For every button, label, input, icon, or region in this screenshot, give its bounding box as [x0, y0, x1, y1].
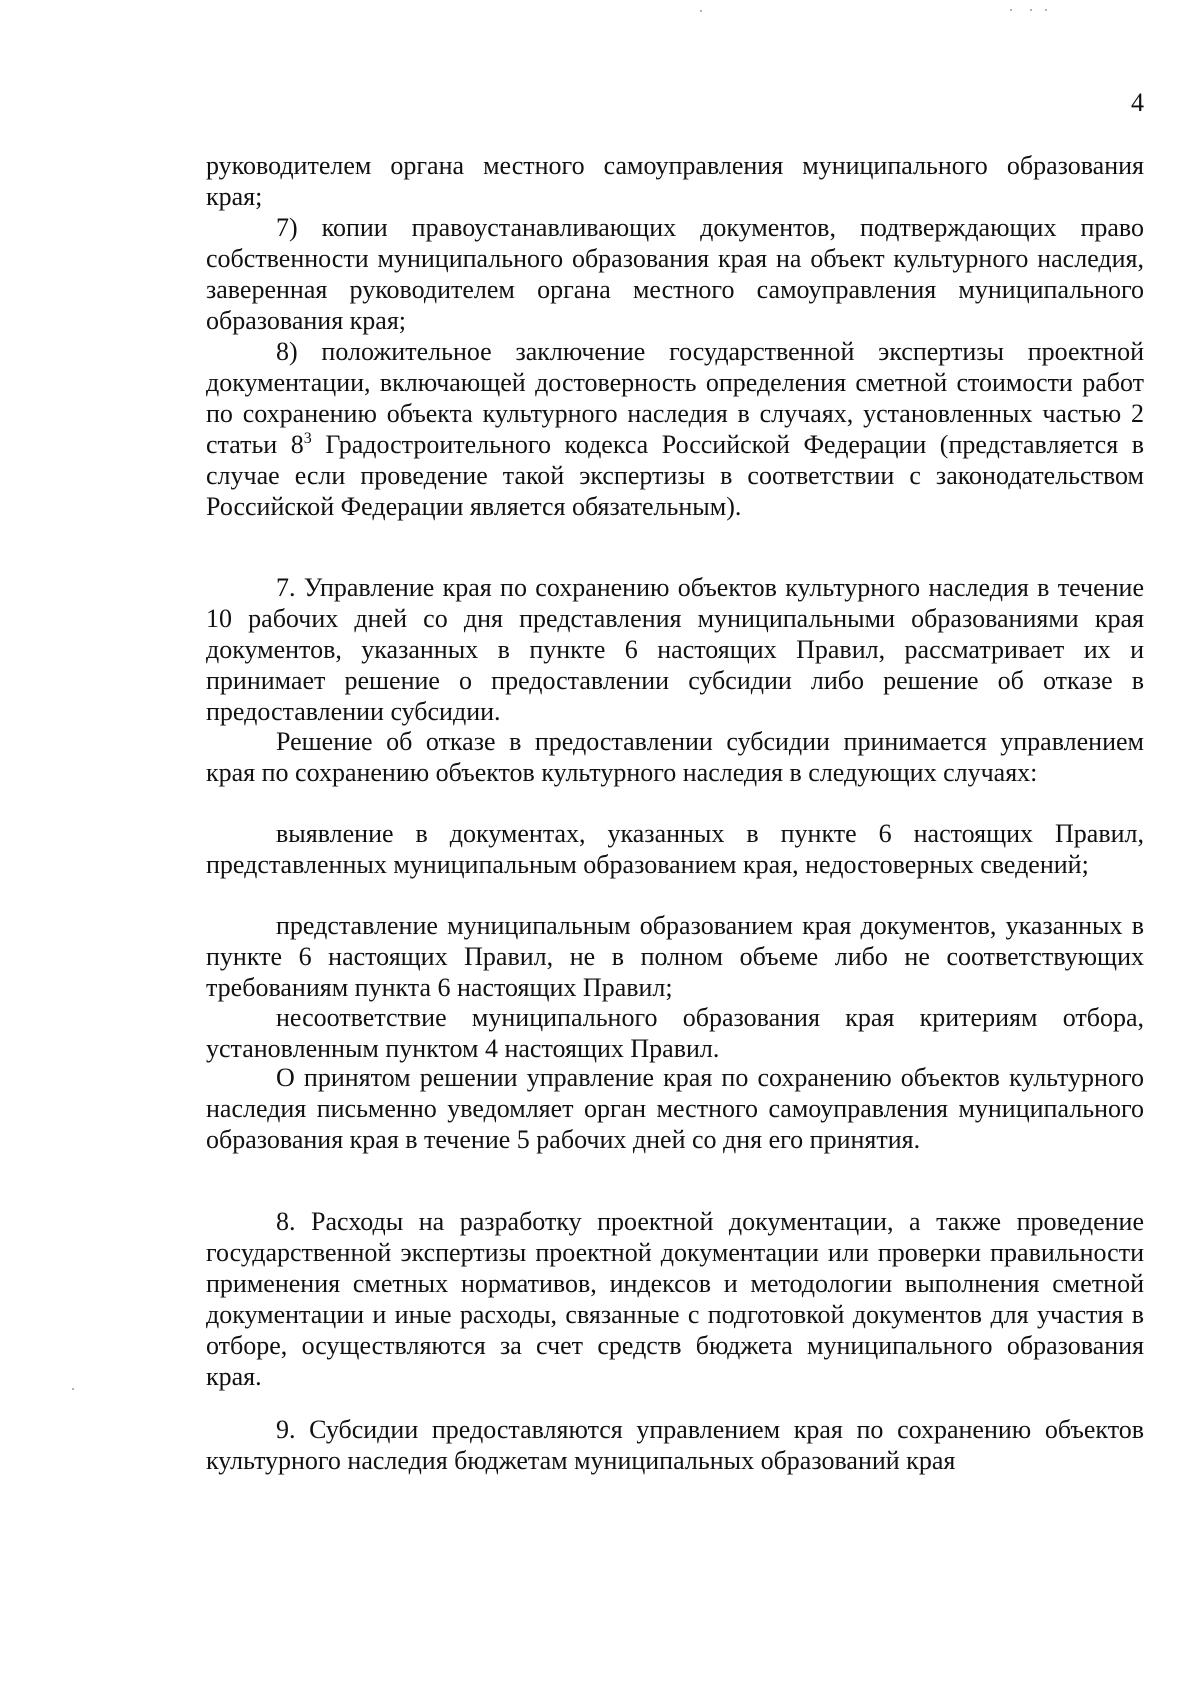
- clause-7-paragraph: 7. Управление края по сохранению объектов культурного наследия в течение 10 рабочих дней со дня представления муниципальными образованиями края документов, указанных в пункте 6 настоящих Правил, рассматривает их и принимает решение о предоставлении субсидии либо решение об отказе в предоставлении субсидии.: [206, 573, 1144, 726]
- clause-8-paragraph: 8. Расходы на разработку проектной документации, а также проведение государственной экспертизы проектной документации или проверки правильности применения сметных нормативов, индексов и методологии выполнения сметной документации и иные расходы, связанные с подготовкой документов для участия в отборе, осуществляются за счет средств бюджета муниципального образования края.: [206, 1207, 1144, 1391]
- scan-artifact-dot: [1010, 9, 1012, 11]
- refusal-case-inaccurate-data: выявление в документах, указанных в пункте 6 настоящих Правил, представленных муниципальным образованием края, недостоверных сведений;: [206, 819, 1144, 879]
- article-superscript: 3: [303, 430, 312, 447]
- scan-artifact-dot: [1030, 9, 1032, 11]
- scan-artifact-dot: [1045, 9, 1047, 11]
- paragraph-continuation-item-6: руководителем органа местного самоуправления муниципального образования края;: [206, 151, 1144, 211]
- clause-9-paragraph: 9. Субсидии предоставляются управлением края по сохранению объектов культурного наследия бюджетам муниципальных образований края: [206, 1415, 1144, 1475]
- refusal-decision-paragraph: Решение об отказе в предоставлении субсидии принимается управлением края по сохранению объектов культурного наследия в следующих случаях:: [206, 727, 1144, 787]
- list-item-8-text-after-sup: Градостроительного кодекса Российской Федерации (представляется в случае если проведение такой экспертизы в соответствии с законодательством Российской Федерации является обязательным).: [206, 430, 1144, 521]
- refusal-case-criteria-mismatch: несоответствие муниципального образования края критериям отбора, установленным пунктом 4 настоящих Правил.: [206, 1003, 1144, 1063]
- decision-notification-paragraph: О принятом решении управление края по сохранению объектов культурного наследия письменно уведомляет орган местного самоуправления муниципального образования края в течение 5 рабочих дней со дня его принятия.: [206, 1063, 1144, 1154]
- list-item-8-text-before-sup: 8) положительное заключение государственной экспертизы проектной документации, включающей достоверность определения сметной стоимости работ по сохранению объекта культурного наследия в случаях, установленных частью 2 статьи 8: [206, 337, 1144, 459]
- scan-artifact-dot: [72, 1388, 74, 1390]
- refusal-case-incomplete-documents: представление муниципальным образованием края документов, указанных в пункте 6 настоящих Правил, не в полном объеме либо не соответствующих требованиям пункта 6 настоящих Правил;: [206, 911, 1144, 1002]
- list-item-7: 7) копии правоустанавливающих документов, подтверждающих право собственности муниципального образования края на объект культурного наследия, заверенная руководителем органа местного самоуправления муниципального образования края;: [206, 213, 1144, 335]
- scan-artifact-dot: [700, 10, 702, 12]
- list-item-8: [206, 336, 1144, 522]
- page-number: 4: [1131, 88, 1144, 117]
